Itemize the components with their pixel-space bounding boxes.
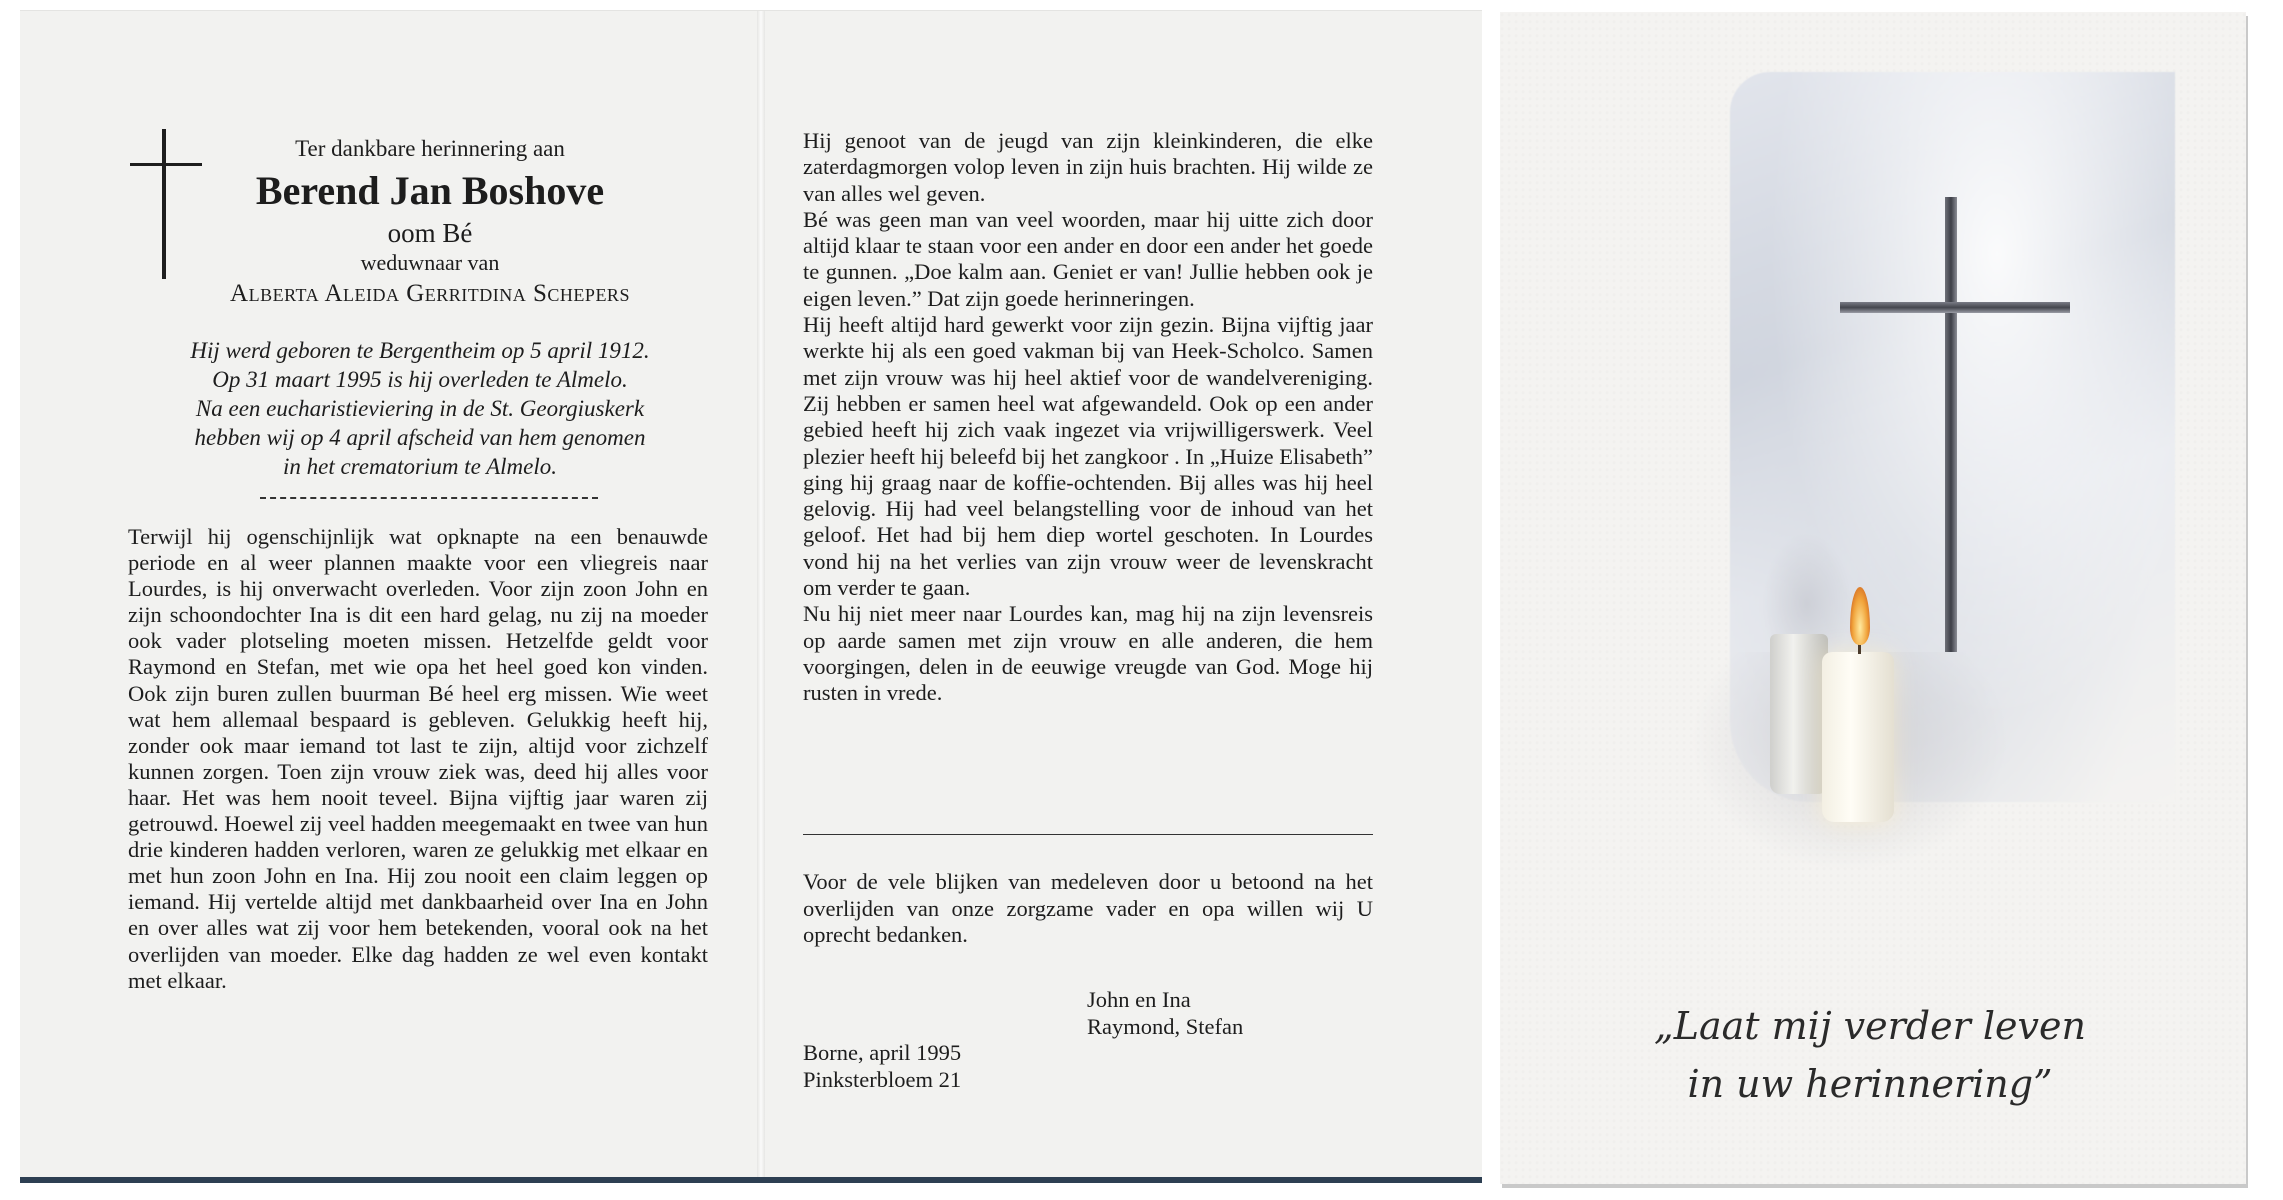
paragraph: Nu hij niet meer naar Lourdes kan, mag hij na zijn levensreis op aarde samen met zijn vrouw en alle anderen, die hem voorgingen, delen in de eeuwige vreugde van God. Moge hij rusten in vrede. <box>803 601 1373 706</box>
intro-text: Ter dankbare herinnering aan <box>295 136 565 161</box>
address: Pinksterbloem 21 <box>803 1067 962 1092</box>
lit-candle-icon <box>1822 652 1894 822</box>
spouse-name: Alberta Aleida Gerritdina Schepers <box>230 280 630 307</box>
memorial-card-front <box>1500 12 2246 1184</box>
memorial-quote <box>1630 997 2110 1113</box>
dashed-divider <box>260 497 598 499</box>
extinguished-candle-icon <box>1770 634 1828 794</box>
bio-line: Na een eucharistieviering in de St. Georgiuskerk <box>195 396 645 421</box>
thanks-text: Voor de vele blijken van medeleven door u betoond na het overlijden van onze zorgzame vader en opa willen wij U oprecht bedanken. <box>803 869 1373 947</box>
memorial-card-inner-spread <box>20 10 1482 1177</box>
deceased-name: Berend Jan Boshove <box>255 168 605 213</box>
horizontal-rule <box>803 834 1373 835</box>
paragraph: Hij genoot van de jeugd van zijn kleinkinderen, die elke zaterdagmorgen volop leven in zijn huis brachten. Hij wilde ze van alles wel geven. <box>803 128 1373 206</box>
middle-page <box>765 11 1482 1177</box>
left-body-text <box>128 524 708 994</box>
family-signoff <box>1087 986 1243 1040</box>
left-page <box>20 11 757 1177</box>
signoff-line: Raymond, Stefan <box>1087 1014 1244 1039</box>
signoff-line: John en Ina <box>1087 987 1191 1012</box>
nickname: oom Bé <box>387 218 473 248</box>
memorial-header <box>170 133 690 311</box>
quote-line: in uw herinnering” <box>1687 1062 2053 1106</box>
bio-line: in het crematorium te Almelo. <box>282 454 558 479</box>
card-fold <box>757 11 765 1177</box>
place-and-address <box>803 1039 961 1093</box>
middle-body-text <box>803 128 1373 707</box>
bio-line: hebben wij op 4 april afscheid van hem genomen <box>194 425 646 450</box>
paragraph: Bé was geen man van veel woorden, maar hij uitte zich door altijd klaar te staan voor een ander en door een ander het goede te gunnen. „Doe kalm aan. Geniet er van! Jullie hebben ook je eigen leven.” Dat zijn goede herinneringen. <box>803 206 1373 311</box>
widower-of-label: weduwnaar van <box>360 250 500 275</box>
place-date: Borne, april 1995 <box>803 1040 962 1065</box>
quote-line: „Laat mij verder leven <box>1654 1004 2086 1048</box>
cross-icon <box>1840 197 2070 657</box>
paragraph: Hij heeft altijd hard gewerkt voor zijn gezin. Bijna vijftig jaar werkte hij als een goed vakman bij van Heek-Scholco. Samen met zijn vrouw was hij heel aktief voor de wandelvereniging. Zij hebben er samen heel wat afgewandeld. Ook op een ander gebied heeft hij zich vaak ingezet via vrijwilligerswerk. Veel plezier heeft hij beleefd bij het zangkoor . In „Huize Elisabeth” ging hij graag naar de koffie-ochtenden. Bij alles was hij heel gelovig. Hij had veel belangstelling voor de inhoud van het geloof. Het had bij hem diep wortel geschoten. In Lourdes vond hij na het verlies van zijn vrouw weer de levenskracht om verder te gaan. <box>803 312 1373 601</box>
biography-dates <box>150 336 690 481</box>
bio-line: Op 31 maart 1995 is hij overleden te Almelo. <box>212 367 628 392</box>
paragraph: Terwijl hij ogenschijnlijk wat opknapte na een benauwde periode en al weer plannen maakte voor een vliegreis naar Lourdes, is hij onverwacht overleden. Voor zijn zoon John en zijn schoondochter Ina is dit een hard gelag, nu zij na moeder ook vader plotseling moeten missen. Hetzelfde geldt voor Raymond en Stefan, met wie opa het heel goed kon vinden. Ook zijn buren zullen buurman Bé heel erg missen. Wie weet wat hem allemaal bespaard is gebleven. Gelukkig heeft hij, zonder ook maar iemand tot last te zijn, altijd voor zichzelf kunnen zorgen. Toen zijn vrouw ziek was, deed hij alles voor haar. Het was hem nooit teveel. Bijna vijftig jaar waren zij getrouwd. Hoewel zij veel hadden meegemaakt en twee van hun drie kinderen hadden verloren, waren ze gelukkig met elkaar en met hun zoon John en Ina. Hij zou nooit een claim leggen op iemand. Hij vertelde altijd met dankbaarheid over Ina en John en over alles wat zij voor hem betekenden, vooral ook na het overlijden van moeder. Elke dag hadden ze wel even kontakt met elkaar. <box>128 524 708 993</box>
bio-line: Hij werd geboren te Bergentheim op 5 april 1912. <box>190 338 650 363</box>
